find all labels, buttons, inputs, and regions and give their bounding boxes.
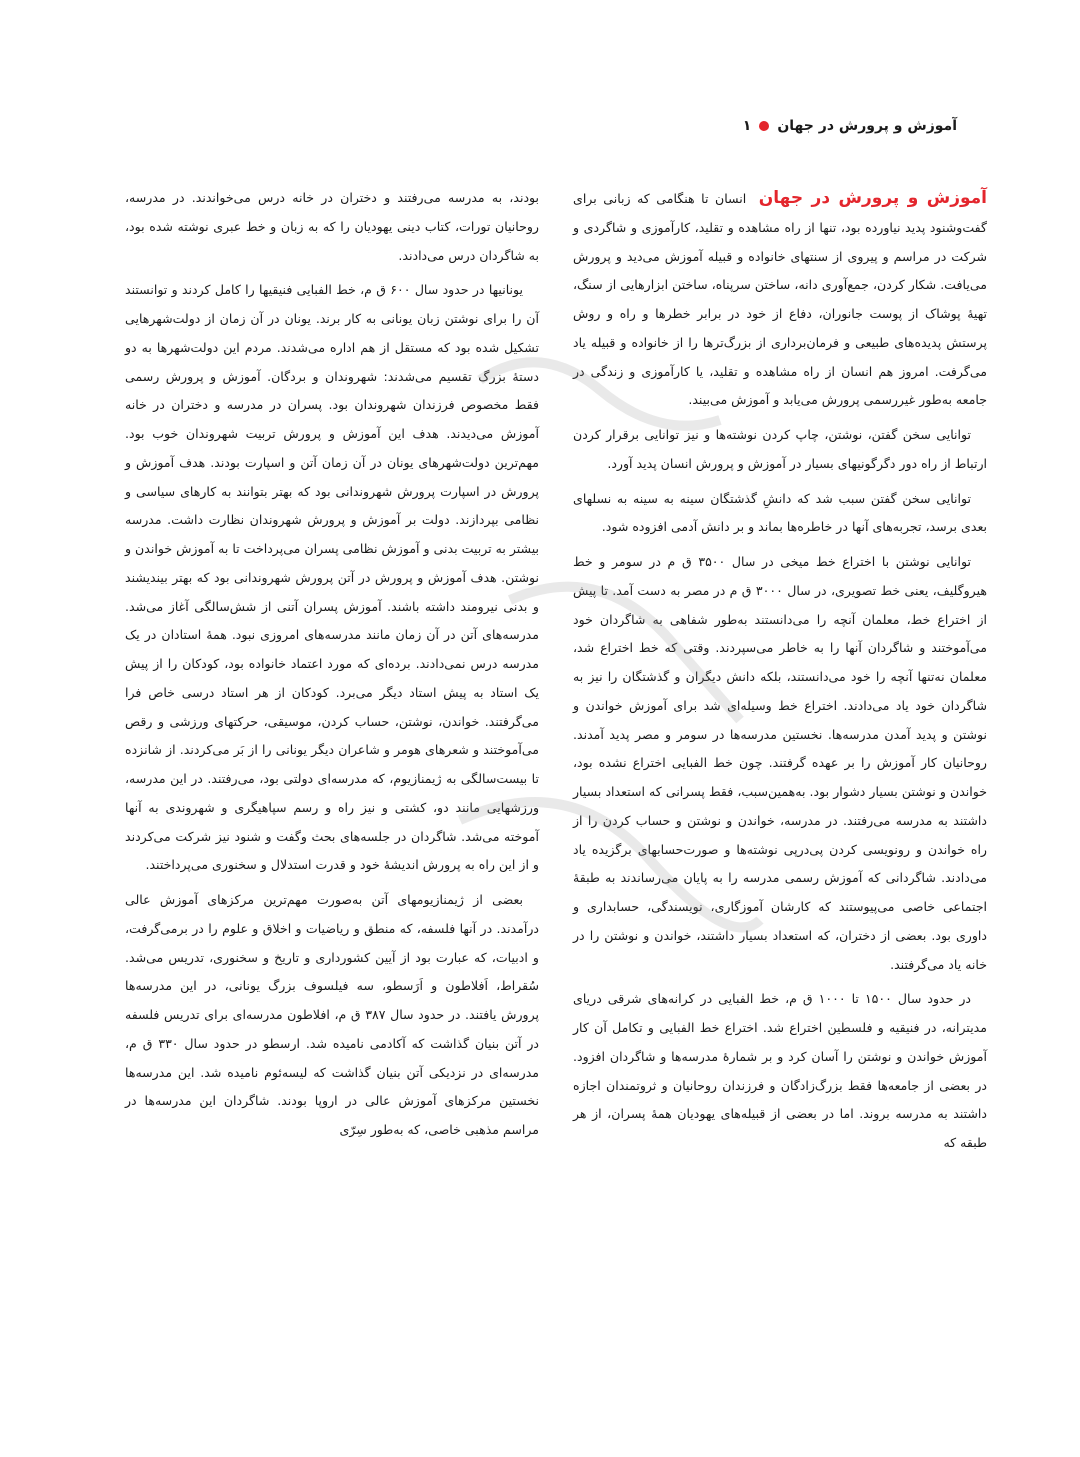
paragraph: توانایی نوشتن با اختراع خط میخی در سال ۳۵۰۰ ق م در سومر و خط هیروگلیف، یعنی خط تصویری، در سال ۳۰۰۰ ق م در مصر به دست آمد. تا پیش از اختراع خط، معلمان آنچه را می‌دانستند به‌طور شفاهی به شاگردان خود می‌آموختند و شاگردان آنها را به خاطر می‌سپردند. وقتی که خط اختراع شد، معلمان نه‌تنها آنچه را خود می‌دانستند، بلکه دانش دیگران و گذشتگان را نیز به شاگردان خود یاد می‌دادند. اختراع خط وسیله‌ای شد برای آموزش خواندن و نوشتن و پدید آمدن مدرسه‌ها. نخستین مدرسه‌ها در سومر و مصر پدید آمدند. روحانیان کار آموزش را بر عهده گرفتند. چون خط الفبایی اختراع نشده بود، خواندن و نوشتن بسیار دشوار بود. به‌همین‌سبب، فقط پسرانی که استعداد بسیار داشتند به مدرسه می‌رفتند. در مدرسه، خواندن و نوشتن و حساب کردن را از راه خواندن و رونویسی کردن پی‌درپی نوشته‌ها و صورت‌حسابهای برگزیده یاد می‌دادند. شاگردانی که آموزش رسمی مدرسه را به پایان می‌رساندند به طبقهٔ اجتماعی خاصی می‌پیوستند که کارشان آموزگاری، نویسندگی، حسابداری و داوری بود. بعضی از دختران، که استعداد بسیار داشتند، خواندن و نوشتن را در خانه یاد می‌گرفتند. bbox=[573, 554, 987, 972]
paragraph-text: انسان تا هنگامی که زبانی برای گفت‌وشنود پدید نیاورده بود، تنها از راه مشاهده و تقلید، کارآموزی و شاگردی و شرکت در مراسم و پیروی از سنتهای خانواده و قبیله آموزش می‌دید و پرورش می‌یافت. شکار کردن، جمع‌آوری دانه، ساختن سرپناه، ساختن ابزارهایی از سنگ، تهیهٔ پوشاک از پوست جانوران، دفاع از خود در برابر خطرها و راه و روش پرستش پدیده‌های طبیعی و فرمان‌برداری از بزرگ‌ترها را از خانواده و قبیله یاد می‌گرفت. امروز هم انسان از راه مشاهده و تقلید، یا کارآموزی و زندگی در جامعه به‌طور غیررسمی پرورش می‌یابد و آموزش می‌بیند. bbox=[573, 191, 987, 408]
left-column bbox=[125, 184, 539, 1145]
right-column bbox=[573, 184, 987, 1158]
paragraph: توانایی سخن گفتن سبب شد که دانشِ گذشتگان سینه به سینه به نسلهای بعدی برسد، تجربه‌های آنها در خاطره‌ها بماند و بر دانش آدمی افزوده شود. bbox=[573, 490, 987, 535]
paragraph: بعضی از ژیمنازیومهای آتن به‌صورت مهم‌ترین مرکزهای آموزش عالی درآمدند. در آنها فلسفه، که منطق و ریاضیات و اخلاق و علوم را در برمی‌گرفت، و ادبیات، که عبارت بود از آیین کشورداری و تاریخ و سخنوری، تدریس می‌شد. سُقراط، اَفلاطون و اَرَسطو، سه فیلسوف بزرگ یونانی، در این مدرسه‌ها پرورش یافتند. در حدود سال ۳۸۷ ق م، افلاطون مدرسه‌ای برای تدریس فلسفه در آتن بنیان گذاشت که آکادمی نامیده شد. ارسطو در حدود سال ۳۳۰ ق م، مدرسه‌ای در نزدیکی آتن بنیان گذاشت که لیسه‌ئوم نامیده شد. این مدرسه‌ها نخستین مرکزهای آموزش عالی در اروپا بودند. شاگردان این مدرسه‌ها در مراسم مذهبی خاصی، که به‌طور سِرّی bbox=[125, 892, 540, 1137]
paragraph bbox=[573, 184, 987, 415]
section-heading: آموزش و پرورش در جهان bbox=[758, 188, 987, 208]
bullet-dot-icon bbox=[759, 121, 769, 131]
running-head bbox=[743, 118, 957, 134]
paragraph: یونانیها در حدود سال ۶۰۰ ق م، خط الفبایی فنیقیها را کامل کردند و توانستند آن را برای نوشتن زبان یونانی به کار برند. یونان در آن زمان از دولت‌شهرهایی تشکیل شده بود که مستقل از هم اداره می‌شدند. مردم این دولت‌شهرها به دو دستهٔ بزرگ تقسیم می‌شدند: شهروندان و بردگان. آموزش و پرورش رسمی فقط مخصوص فرزندان شهروندان بود. پسران در مدرسه و دختران در خانه آموزش می‌دیدند. هدف این آموزش و پرورش تربیت شهروندان خوب بود. مهم‌ترین دولت‌شهرهای یونان در آن زمان آتن و اسپارت بودند. هدف آموزش و پرورش در اسپارت پرورش شهروندانی بود که بهتر بتوانند به کارهای سیاسی و نظامی بپردازند. دولت بر آموزش و پرورش شهروندان نظارت داشت. مدرسه بیشتر به تربیت بدنی و آموزش نظامی پسران می‌پرداخت تا به آموزش خواندن و نوشتن. هدف آموزش و پرورش در آتن پرورش شهروندانی بود که بهتر بیندیشند و بدنی نیرومند داشته باشند. آموزش پسران آتنی از شش‌سالگی آغاز می‌شد. مدرسه‌های آتن در آن زمان مانند مدرسه‌های امروزی نبود. همهٔ استادان در یک مدرسه درس نمی‌دادند. برده‌ای که مورد اعتماد خانواده بود، کودکان را از پیش یک استاد به پیش استاد دیگر می‌برد. کودکان از هر استاد درسی خاص فرا می‌گرفتند. خواندن، نوشتن، حساب کردن، موسیقی، حرکتهای ورزشی و رقص می‌آموختند و شعرهای هومر و شاعران دیگر یونانی را از بَر می‌کردند. از شانزده تا بیست‌سالگی به ژیمنازیوم، که مدرسه‌ای دولتی بود، می‌رفتند. در این مدرسه، ورزشهایی مانند دو، کشتی و نیز راه و رسم سپاهیگری و شهروندی به آنها آموخته می‌شد. شاگردان در جلسه‌های بحث وگفت و شنود نیز شرکت می‌کردند و از این راه به پرورش اندیشهٔ خود و قدرت استدلال و سخنوری می‌پرداختند. bbox=[125, 282, 539, 873]
paragraph: بودند، به مدرسه می‌رفتند و دختران در خانه درس می‌خواندند. در مدرسه، روحانیان تورات، کتاب دینی یهودیان را که به زبان و خط عبری نوشته شده بود، به شاگردان درس می‌دادند. bbox=[125, 190, 539, 263]
paragraph: در حدود سال ۱۵۰۰ تا ۱۰۰۰ ق م، خط الفبایی در کرانه‌های شرقی دریای مدیترانه، در فنیقیه و فلسطین اختراع شد. اختراع خط الفبایی و تکامل آن کار آموزش خواندن و نوشتن را آسان کرد و بر شمارهٔ مدرسه‌ها و شاگردان افزود. در بعضی از جامعه‌ها فقط بزرگ‌زادگان و فرزندان روحانیان و ثروتمندان اجازه داشتند به مدرسه بروند. اما در بعضی از قبیله‌های یهودیان همهٔ پسران، از هر طبقه که bbox=[573, 991, 987, 1150]
page-number: ۱ bbox=[742, 118, 752, 134]
paragraph: توانایی سخن گفتن، نوشتن، چاپ کردن نوشته‌ها و نیز توانایی برقرار کردن ارتباط از راه دور دگرگونیهای بسیار در آموزش و پرورش انسان پدید آورد. bbox=[573, 427, 987, 471]
running-head-title: آموزش و پرورش در جهان bbox=[777, 118, 957, 134]
